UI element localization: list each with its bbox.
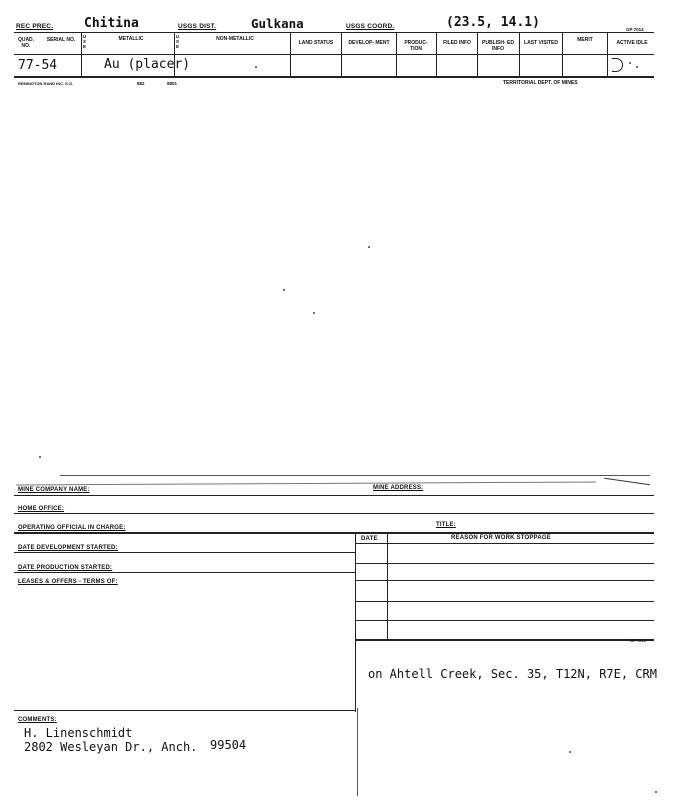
- col-div-8: [519, 33, 520, 76]
- bottom-top-edge-2: [16, 481, 596, 485]
- col-use-a: U S E: [82, 34, 87, 49]
- top-rule-1: [14, 32, 654, 33]
- col-use-b: U S E: [175, 34, 180, 49]
- date-column-divider: [387, 532, 388, 640]
- col-div-3: [290, 33, 291, 76]
- top-card: [0, 0, 678, 100]
- title-label: TITLE:: [436, 522, 456, 528]
- col-filed-info: FILED INFO: [443, 40, 471, 46]
- usgs-coord-label: USGS COORD.: [346, 23, 395, 30]
- mine-address-label: MINE ADDRESS:: [373, 485, 424, 491]
- metallic-value: Au (placer): [104, 57, 191, 72]
- operating-official-label: OPERATING OFFICIAL IN CHARGE:: [18, 525, 126, 531]
- top-rule-3: [14, 76, 654, 78]
- rec-prec-value: Chitina: [84, 16, 139, 31]
- footer-dept: TERRITORIAL DEPT. OF MINES: [503, 80, 578, 86]
- col-production: PRODUC- TION: [404, 40, 428, 52]
- date-column-label: DATE: [361, 536, 378, 542]
- top-form-code: GP 7014: [626, 27, 644, 32]
- col-div-6: [436, 33, 437, 76]
- col-div-4: [341, 33, 342, 76]
- col-last-visited: LAST VISITED: [524, 40, 558, 46]
- usgs-dist-label: USGS DIST.: [178, 23, 217, 30]
- bottom-form-code: GP 7015: [630, 638, 646, 643]
- col-quad-no: QUAD. NO.: [17, 37, 35, 49]
- footer-code-1: 882: [137, 81, 145, 86]
- col-active-idle: ACTIVE IDLE: [616, 40, 648, 46]
- comment-name: H. Linenschmidt: [24, 726, 133, 740]
- comment-address: 2802 Wesleyan Dr., Anch.: [24, 740, 198, 754]
- col-div-10: [607, 33, 608, 76]
- location-text: on Ahtell Creek, Sec. 35, T12N, R7E, CRM: [368, 667, 657, 681]
- col-development: DEVELOP- MENT: [348, 40, 390, 46]
- bottom-card: [0, 470, 678, 802]
- leases-offers-label: LEASES & OFFERS - TERMS OF:: [18, 579, 118, 585]
- col-serial-no: SERIAL NO.: [46, 37, 76, 43]
- usgs-coord-value: (23.5, 14.1): [446, 15, 540, 30]
- col-div-7: [477, 33, 478, 76]
- bottom-top-edge: [60, 475, 650, 476]
- comments-label: COMMENTS:: [18, 717, 57, 723]
- center-divider: [355, 532, 356, 712]
- usgs-dist-value: Gulkana: [251, 16, 304, 31]
- col-land-status: LAND STATUS: [298, 40, 334, 46]
- col-metallic: METALLIC: [118, 36, 144, 42]
- reason-column-label: REASON FOR WORK STOPPAGE: [451, 535, 551, 541]
- col-div-9: [562, 33, 563, 76]
- quad-serial-value: 77-54: [18, 58, 58, 73]
- top-rule-2: [14, 54, 654, 55]
- home-office-label: HOME OFFICE:: [18, 506, 65, 512]
- col-div-5: [396, 33, 397, 76]
- col-merit: MERIT: [577, 37, 593, 43]
- col-non-metallic: NON-METALLIC: [216, 36, 254, 42]
- mine-company-name-label: MINE COMPANY NAME:: [18, 487, 90, 493]
- active-idle-mark: [612, 58, 623, 72]
- date-development-started-label: DATE DEVELOPMENT STARTED:: [18, 545, 118, 551]
- footer-maker: REMINGTON RAND INC. K.D.: [18, 81, 74, 86]
- comment-zip: 99504: [210, 738, 247, 752]
- center-divider-lower: [357, 708, 358, 796]
- rec-prec-label: REC PREC.: [16, 23, 54, 30]
- date-production-started-label: DATE PRODUCTION STARTED:: [18, 565, 113, 571]
- footer-code-2: 8801: [167, 81, 178, 86]
- col-published-info: PUBLISH- ED INFO: [482, 40, 514, 52]
